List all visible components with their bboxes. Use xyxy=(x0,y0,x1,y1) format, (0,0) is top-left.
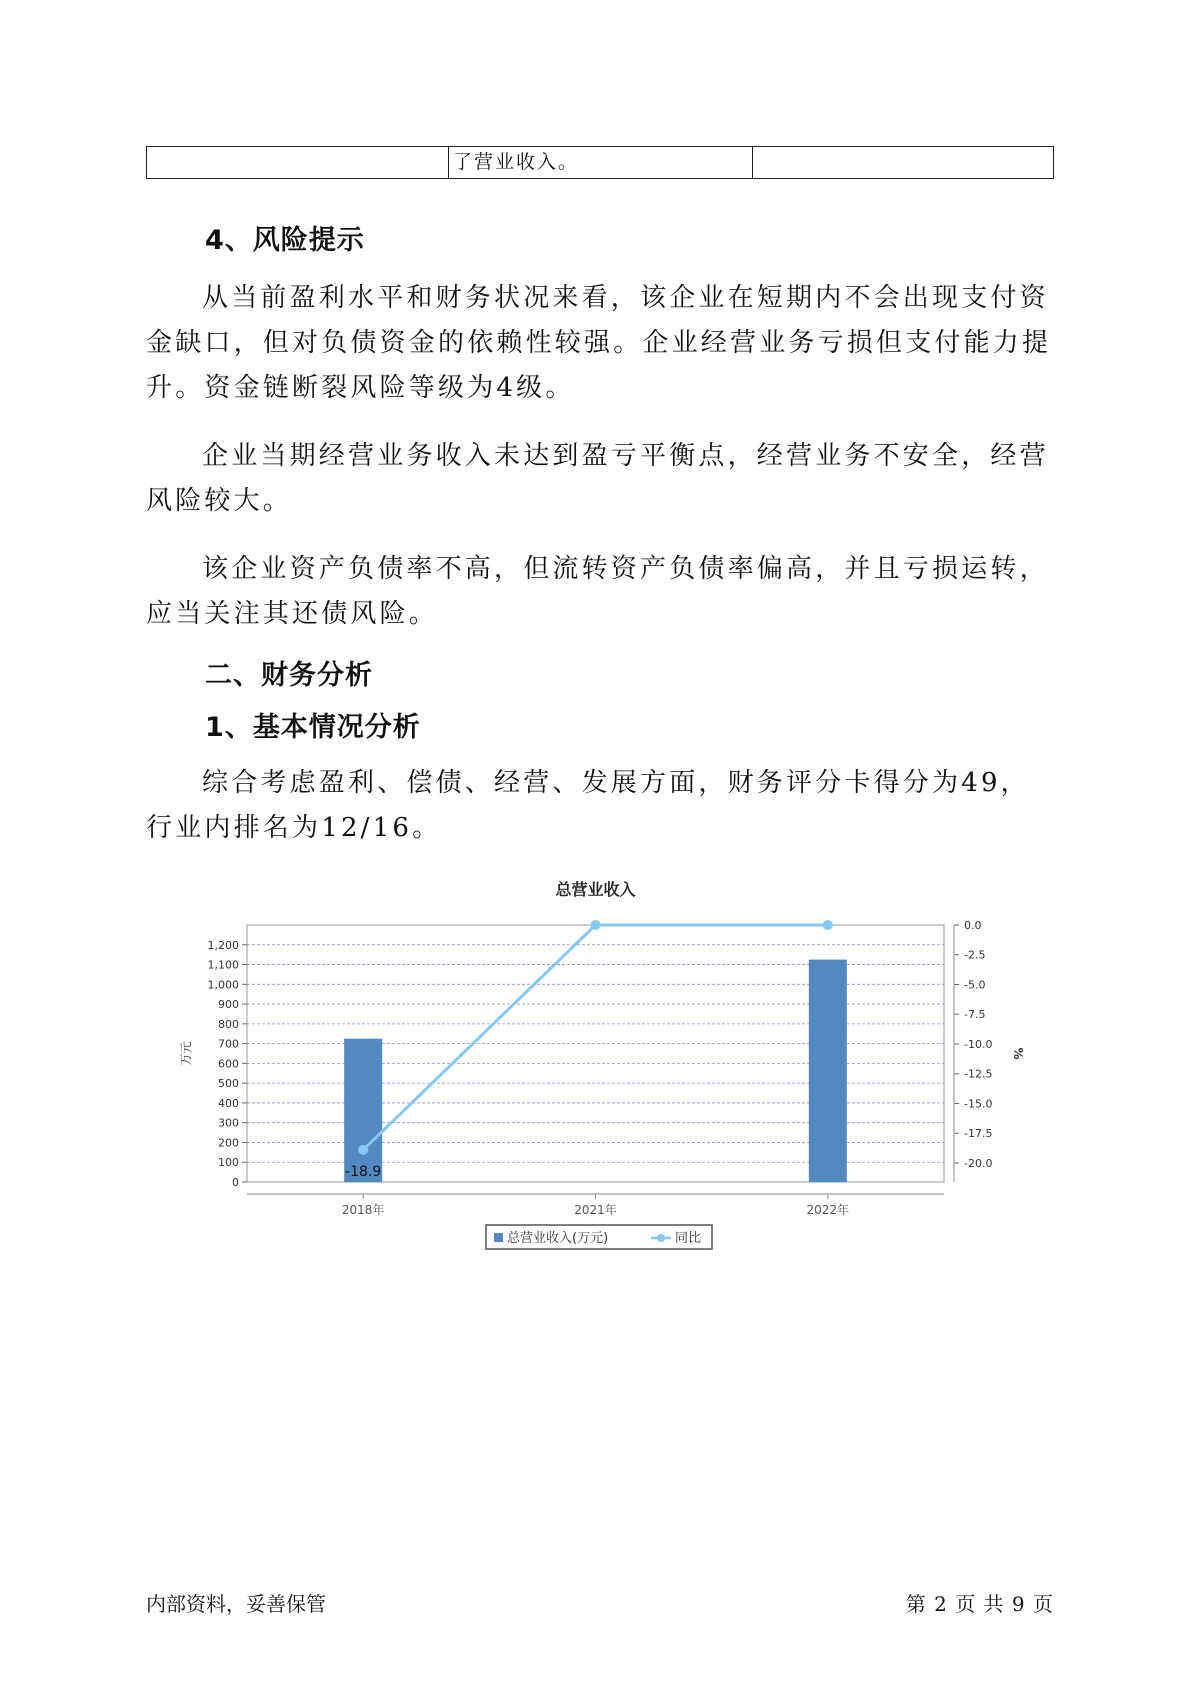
y2-tick-label: -20.0 xyxy=(964,1156,993,1170)
data-label: -18.9 xyxy=(345,1163,382,1180)
legend-bar-swatch xyxy=(494,1233,503,1242)
risk-paragraph-3: 该企业资产负债率不高，但流转资产负债率偏高，并且亏损运转，应当关注其还债风险。 xyxy=(146,554,1049,629)
footer-page-number: 第 2 页 共 9 页 xyxy=(905,1592,1054,1616)
legend-bar-label: 总营业收入(万元) xyxy=(507,1231,609,1246)
x-tick-label: 2022年 xyxy=(806,1203,850,1217)
y-tick-label: 1,100 xyxy=(207,958,239,972)
y-axis-label: 万元 xyxy=(179,1041,193,1066)
y2-tick-label: -2.5 xyxy=(964,948,986,962)
y2-axis-label: % xyxy=(1011,1047,1025,1060)
finance-heading: 二、财务分析 xyxy=(205,660,373,691)
yoy-point-2021年 xyxy=(591,920,601,930)
y-tick-label: 1,200 xyxy=(207,938,239,952)
risk-paragraph-1: 从当前盈利水平和财务状况来看，该企业在短期内不会出现支付资金缺口，但对负债资金的依赖性较强。企业经营业务亏损但支付能力提升。资金链断裂风险等级为4级。 xyxy=(146,283,1052,403)
x-tick-label: 2021年 xyxy=(574,1203,617,1217)
y2-tick-label: -17.5 xyxy=(964,1127,993,1141)
yoy-point-2022年 xyxy=(823,920,833,930)
table-row xyxy=(146,146,1054,179)
revenue-chart-svg xyxy=(146,870,1054,1340)
risk-paragraph-2: 企业当期经营业务收入未达到盈亏平衡点，经营业务不安全，经营风险较大。 xyxy=(146,441,1049,516)
table-cell-2: 了营业收入。 xyxy=(449,147,753,178)
legend-line-label: 同比 xyxy=(675,1231,702,1246)
bar-2018年 xyxy=(344,1039,382,1182)
y2-tick-label: -7.5 xyxy=(964,1008,986,1022)
y-tick-label: 800 xyxy=(218,1017,239,1031)
basic-paragraph: 综合考虑盈利、偿债、经营、发展方面，财务评分卡得分为49，行业内排名为12/16。 xyxy=(146,768,1030,843)
y2-tick-label: -12.5 xyxy=(964,1067,993,1081)
y2-tick-label: -5.0 xyxy=(964,978,986,992)
footer-confidential: 内部资料，妥善保管 xyxy=(146,1592,326,1616)
y-tick-label: 1,000 xyxy=(207,978,239,992)
risk-heading: 4、风险提示 xyxy=(205,225,365,256)
chart-title: 总营业收入 xyxy=(555,880,636,899)
y-tick-label: 300 xyxy=(218,1116,239,1130)
basic-heading: 1、基本情况分析 xyxy=(205,712,421,743)
y-tick-label: 700 xyxy=(218,1037,239,1051)
y-tick-label: 200 xyxy=(218,1136,239,1150)
y-tick-label: 600 xyxy=(218,1057,239,1071)
y-tick-label: 400 xyxy=(218,1096,239,1110)
y2-tick-label: 0.0 xyxy=(964,919,982,932)
y-tick-label: 900 xyxy=(218,998,239,1012)
y-tick-label: 100 xyxy=(218,1156,239,1170)
y2-tick-label: -15.0 xyxy=(964,1097,993,1111)
y2-tick-label: -10.0 xyxy=(964,1037,993,1051)
table-cell-3 xyxy=(753,147,1053,178)
y-tick-label: 500 xyxy=(218,1077,239,1091)
bar-2022年 xyxy=(809,960,847,1182)
y-tick-label: 0 xyxy=(232,1176,239,1189)
x-tick-label: 2018年 xyxy=(341,1203,385,1217)
legend-line-marker xyxy=(657,1234,665,1242)
revenue-chart xyxy=(146,870,1054,1340)
table-cell-1 xyxy=(147,147,449,178)
yoy-point-2018年 xyxy=(358,1145,368,1155)
